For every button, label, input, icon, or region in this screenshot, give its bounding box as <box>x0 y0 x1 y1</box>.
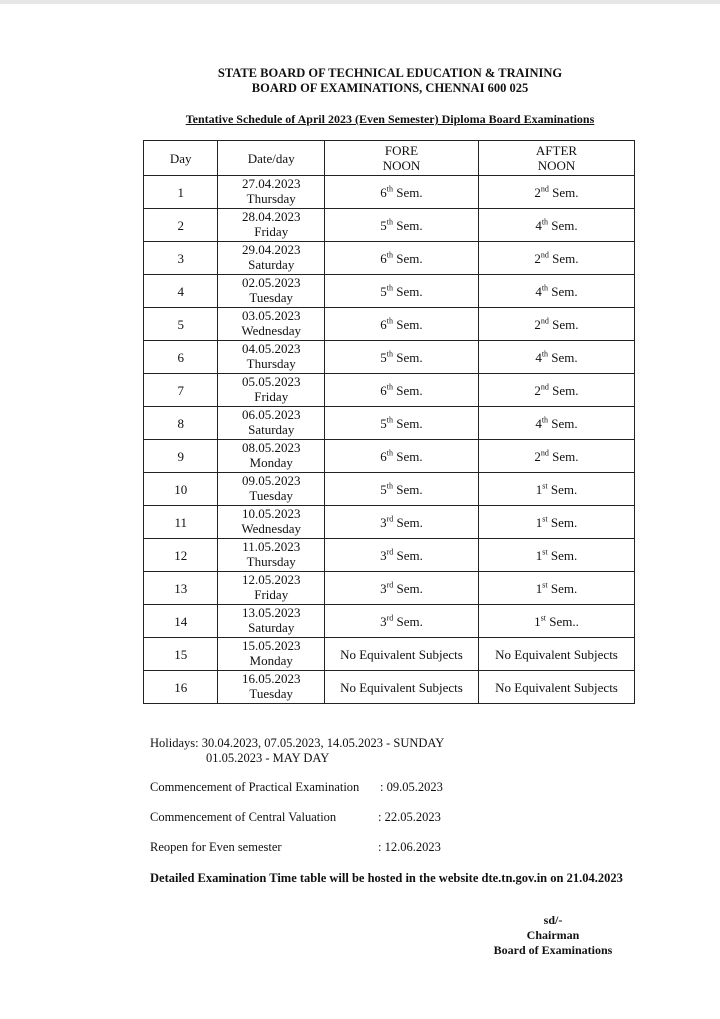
semester-label: Sem. <box>548 250 579 266</box>
date-value: 09.05.2023 <box>241 472 301 488</box>
cell-forenoon <box>324 440 478 473</box>
semester-label: Sem. <box>548 382 579 398</box>
table-row <box>144 671 635 704</box>
semester-number: 4 <box>535 283 542 299</box>
weekday-value: Tuesday <box>249 487 294 503</box>
semester-label: Sem. <box>393 613 423 629</box>
cell-day: 14 <box>144 605 218 638</box>
semester-label: Sem. <box>547 514 578 530</box>
signature-title: Chairman <box>526 928 580 942</box>
cell-forenoon <box>324 209 478 242</box>
cell-day: 13 <box>144 572 218 605</box>
cell-day: 6 <box>144 341 218 374</box>
weekday-value: Friday <box>254 586 289 602</box>
cell-date <box>218 473 325 506</box>
cell-forenoon <box>324 638 478 671</box>
header-line-1: STATE BOARD OF TECHNICAL EDUCATION & TRAINING <box>217 66 563 80</box>
reopen-date: : 12.06.2023 <box>378 840 441 854</box>
cell-afternoon <box>478 407 634 440</box>
semester-number: 3 <box>380 613 387 629</box>
date-value: 29.04.2023 <box>241 241 301 257</box>
cell-date <box>218 407 325 440</box>
cell-afternoon <box>478 671 634 704</box>
semester-number: 2 <box>534 250 541 266</box>
cell-day: 8 <box>144 407 218 440</box>
semester-label: Sem. <box>393 349 423 365</box>
cell-day: 15 <box>144 638 218 671</box>
semester-label: Sem. <box>393 382 423 398</box>
ordinal-suffix: nd <box>540 250 549 260</box>
semester-number: 5 <box>380 217 387 233</box>
semester-number: 3 <box>380 514 387 530</box>
cell-day: 10 <box>144 473 218 506</box>
cell-afternoon <box>478 572 634 605</box>
semester-label: Sem. <box>547 481 578 497</box>
cell-date <box>218 308 325 341</box>
date-value: 16.05.2023 <box>241 670 301 686</box>
top-bar <box>0 0 720 4</box>
weekday-value: Friday <box>254 388 289 404</box>
cell-date <box>218 572 325 605</box>
cell-day: 4 <box>144 275 218 308</box>
cell-forenoon <box>324 572 478 605</box>
cell-date <box>218 242 325 275</box>
cell-afternoon <box>478 341 634 374</box>
ordinal-suffix: nd <box>540 382 549 392</box>
forenoon-line-2: NOON <box>382 158 421 173</box>
semester-label: Sem. <box>393 283 423 299</box>
ordinal-suffix: th <box>386 481 394 491</box>
semester-number: 2 <box>534 382 541 398</box>
semester-number: 5 <box>380 415 387 431</box>
ordinal-suffix: rd <box>386 514 394 524</box>
table-row <box>144 572 635 605</box>
col-forenoon-header <box>324 141 478 176</box>
date-value: 06.05.2023 <box>241 406 301 422</box>
weekday-value: Friday <box>254 223 289 239</box>
semester-number: 2 <box>534 184 541 200</box>
cell-date <box>218 341 325 374</box>
ordinal-suffix: th <box>386 382 394 392</box>
cell-date <box>218 374 325 407</box>
ordinal-suffix: rd <box>386 580 394 590</box>
cell-forenoon <box>324 407 478 440</box>
table-row <box>144 341 635 374</box>
cell-day: 3 <box>144 242 218 275</box>
table-row <box>144 407 635 440</box>
semester-label: Sem. <box>548 316 579 332</box>
semester-label: Sem. <box>393 580 423 596</box>
semester-number: 6 <box>380 448 387 464</box>
weekday-value: Tuesday <box>249 289 294 305</box>
cell-forenoon <box>324 605 478 638</box>
table-row <box>144 605 635 638</box>
cell-day: 16 <box>144 671 218 704</box>
cell-forenoon <box>324 539 478 572</box>
table-row <box>144 209 635 242</box>
schedule-table <box>143 140 635 704</box>
practical-exam-date: : 09.05.2023 <box>380 780 443 794</box>
semester-label: Sem. <box>393 250 423 266</box>
cell-afternoon <box>478 506 634 539</box>
semester-label: Sem. <box>548 217 578 233</box>
weekday-value: Thursday <box>246 553 296 569</box>
forenoon-line-1: FORE <box>384 143 419 158</box>
cell-forenoon <box>324 473 478 506</box>
weekday-value: Saturday <box>248 619 295 635</box>
ordinal-suffix: th <box>386 415 394 425</box>
semester-label: Sem. <box>393 184 423 200</box>
semester-number: No Equivalent Subjects <box>340 646 463 662</box>
semester-number: 5 <box>380 481 387 497</box>
cell-afternoon <box>478 176 634 209</box>
cell-day: 11 <box>144 506 218 539</box>
semester-label: Sem. <box>547 580 578 596</box>
cell-date <box>218 506 325 539</box>
afternoon-line-1: AFTER <box>535 143 578 158</box>
website-notice: Detailed Examination Time table will be hosted in the website dte.tn.gov.in on 21.04.2023 <box>150 871 623 885</box>
cell-date <box>218 638 325 671</box>
cell-forenoon <box>324 671 478 704</box>
central-valuation-label: Commencement of Central Valuation <box>150 810 337 824</box>
semester-label: Sem. <box>393 448 423 464</box>
semester-label: Sem. <box>393 415 423 431</box>
cell-date <box>218 605 325 638</box>
ordinal-suffix: th <box>541 283 549 293</box>
cell-afternoon <box>478 374 634 407</box>
ordinal-suffix: rd <box>386 547 394 557</box>
semester-number: 1 <box>535 580 543 596</box>
table-row <box>144 176 635 209</box>
holidays-line-2: 01.05.2023 - MAY DAY <box>206 751 330 765</box>
cell-afternoon <box>478 308 634 341</box>
weekday-value: Monday <box>249 652 293 668</box>
ordinal-suffix: nd <box>540 184 549 194</box>
ordinal-suffix: st <box>542 547 548 557</box>
semester-label: Sem. <box>393 217 423 233</box>
weekday-value: Saturday <box>248 421 295 437</box>
weekday-value: Thursday <box>246 190 296 206</box>
semester-number: 5 <box>380 349 387 365</box>
semester-label: Sem. <box>393 514 423 530</box>
semester-label: Sem. <box>548 415 578 431</box>
ordinal-suffix: nd <box>540 448 549 458</box>
semester-number: 1 <box>534 613 541 629</box>
table-row <box>144 275 635 308</box>
date-value: 04.05.2023 <box>241 340 301 356</box>
cell-forenoon <box>324 176 478 209</box>
table-header-row <box>144 141 635 176</box>
schedule-subtitle: Tentative Schedule of April 2023 (Even Semester) Diploma Board Examinations <box>185 112 595 126</box>
ordinal-suffix: st <box>542 481 548 491</box>
signature-org: Board of Examinations <box>493 943 613 957</box>
cell-date <box>218 209 325 242</box>
semester-number: 2 <box>534 316 541 332</box>
semester-label: Sem. <box>548 349 578 365</box>
cell-date <box>218 671 325 704</box>
ordinal-suffix: st <box>542 514 548 524</box>
ordinal-suffix: th <box>386 250 394 260</box>
weekday-value: Monday <box>249 454 293 470</box>
ordinal-suffix: st <box>542 580 548 590</box>
table-row <box>144 308 635 341</box>
cell-forenoon <box>324 374 478 407</box>
weekday-value: Wednesday <box>241 520 302 536</box>
semester-number: 4 <box>535 349 542 365</box>
cell-day: 7 <box>144 374 218 407</box>
weekday-value: Wednesday <box>241 322 302 338</box>
table-row <box>144 473 635 506</box>
cell-afternoon <box>478 242 634 275</box>
afternoon-line-2: NOON <box>537 158 576 173</box>
semester-number: 4 <box>535 415 542 431</box>
cell-day: 9 <box>144 440 218 473</box>
reopen-label: Reopen for Even semester <box>150 840 282 854</box>
semester-number: No Equivalent Subjects <box>495 646 618 662</box>
semester-number: 1 <box>535 481 543 497</box>
date-value: 10.05.2023 <box>241 505 301 521</box>
cell-forenoon <box>324 242 478 275</box>
date-value: 28.04.2023 <box>241 208 301 224</box>
cell-afternoon <box>478 638 634 671</box>
semester-label: Sem. <box>393 481 423 497</box>
ordinal-suffix: th <box>386 448 394 458</box>
cell-date <box>218 176 325 209</box>
cell-day: 2 <box>144 209 218 242</box>
practical-exam-label: Commencement of Practical Examination <box>150 780 360 794</box>
date-value: 08.05.2023 <box>241 439 301 455</box>
date-value: 05.05.2023 <box>241 373 301 389</box>
date-value: 12.05.2023 <box>241 571 301 587</box>
header-line-2: BOARD OF EXAMINATIONS, CHENNAI 600 025 <box>251 81 529 95</box>
semester-number: No Equivalent Subjects <box>495 679 618 695</box>
cell-date <box>218 539 325 572</box>
date-value: 27.04.2023 <box>241 175 301 191</box>
cell-day: 12 <box>144 539 218 572</box>
cell-forenoon <box>324 275 478 308</box>
date-value: 15.05.2023 <box>241 637 301 653</box>
cell-afternoon <box>478 209 634 242</box>
central-valuation-date: : 22.05.2023 <box>378 810 441 824</box>
semester-number: 2 <box>534 448 541 464</box>
semester-label: Sem. <box>393 316 423 332</box>
cell-afternoon <box>478 275 634 308</box>
semester-label: Sem. <box>548 283 578 299</box>
date-value: 13.05.2023 <box>241 604 301 620</box>
signature-sd: sd/- <box>543 913 563 927</box>
table-row <box>144 242 635 275</box>
semester-number: 6 <box>380 382 387 398</box>
semester-number: 6 <box>380 250 387 266</box>
ordinal-suffix: th <box>386 349 394 359</box>
ordinal-suffix: th <box>386 316 394 326</box>
semester-label: Sem. <box>547 547 578 563</box>
semester-label: Sem. <box>393 547 423 563</box>
semester-number: 3 <box>380 580 387 596</box>
holidays-line-1: Holidays: 30.04.2023, 07.05.2023, 14.05.2023 - SUNDAY <box>150 736 445 750</box>
cell-day: 1 <box>144 176 218 209</box>
cell-day: 5 <box>144 308 218 341</box>
semester-label: Sem. <box>548 184 579 200</box>
ordinal-suffix: th <box>386 283 394 293</box>
cell-afternoon <box>478 440 634 473</box>
semester-number: 3 <box>380 547 387 563</box>
semester-number: No Equivalent Subjects <box>340 679 463 695</box>
semester-number: 1 <box>535 547 543 563</box>
table-row <box>144 506 635 539</box>
semester-label: Sem.. <box>545 613 579 629</box>
cell-date <box>218 275 325 308</box>
ordinal-suffix: rd <box>386 613 394 623</box>
cell-date <box>218 440 325 473</box>
table-row <box>144 539 635 572</box>
ordinal-suffix: th <box>386 217 394 227</box>
semester-number: 4 <box>535 217 542 233</box>
semester-number: 6 <box>380 184 387 200</box>
date-value: 03.05.2023 <box>241 307 301 323</box>
cell-forenoon <box>324 308 478 341</box>
date-value: 02.05.2023 <box>241 274 301 290</box>
cell-afternoon <box>478 539 634 572</box>
ordinal-suffix: nd <box>540 316 549 326</box>
ordinal-suffix: st <box>540 613 546 623</box>
table-row <box>144 374 635 407</box>
ordinal-suffix: th <box>386 184 394 194</box>
ordinal-suffix: th <box>541 349 549 359</box>
ordinal-suffix: th <box>541 415 549 425</box>
weekday-value: Thursday <box>246 355 296 371</box>
semester-number: 5 <box>380 283 387 299</box>
weekday-value: Saturday <box>248 256 295 272</box>
cell-afternoon <box>478 473 634 506</box>
ordinal-suffix: th <box>541 217 549 227</box>
semester-number: 6 <box>380 316 387 332</box>
cell-afternoon <box>478 605 634 638</box>
table-row <box>144 440 635 473</box>
col-day-header: Day <box>144 141 218 176</box>
cell-forenoon <box>324 341 478 374</box>
weekday-value: Tuesday <box>249 685 294 701</box>
cell-forenoon <box>324 506 478 539</box>
semester-label: Sem. <box>548 448 579 464</box>
col-afternoon-header <box>478 141 634 176</box>
table-row <box>144 638 635 671</box>
col-date-header: Date/day <box>218 141 325 176</box>
date-value: 11.05.2023 <box>242 538 301 554</box>
semester-number: 1 <box>535 514 543 530</box>
